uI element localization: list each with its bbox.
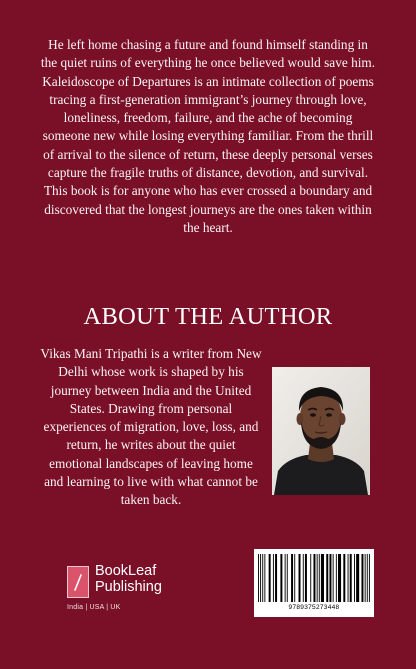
publisher-name: [95, 563, 162, 595]
barcode-bar: [273, 554, 274, 602]
author-bio: Vikas Mani Tripathi is a writer from New Delhi whose work is shaped by his journey between India and the United States. Drawing from personal experiences of migration, love, loss, and return, he writes about the quiet emotional landscapes of leaving home and learning to live with what cannot be taken back.: [40, 346, 262, 508]
publisher-regions: India | USA | UK: [67, 604, 121, 611]
barcode-bar: [348, 554, 349, 602]
barcode-bar: [369, 554, 370, 602]
barcode-bar: [260, 554, 261, 602]
publisher-block: [67, 563, 177, 613]
barcode-bar: [338, 554, 341, 602]
barcode-bar: [336, 554, 337, 602]
barcode-bar: [319, 554, 320, 602]
barcode-bar: [258, 554, 259, 602]
about-author-heading: ABOUT THE AUTHOR: [83, 303, 333, 330]
barcode-bar: [305, 554, 307, 602]
barcode-bar: [365, 554, 366, 602]
barcode-bar: [264, 554, 265, 602]
barcode-bar: [294, 554, 295, 602]
barcode-bar: [285, 554, 286, 602]
author-photo: [272, 367, 370, 495]
barcode-bar: [287, 554, 288, 602]
barcode-bars: [258, 554, 370, 602]
barcode-bar: [275, 554, 277, 602]
barcode-bar: [280, 554, 282, 602]
barcode-bar: [291, 554, 293, 602]
barcode-bar: [367, 554, 368, 602]
barcode-bar: [326, 554, 328, 602]
barcode-bar: [329, 554, 331, 602]
publisher-name-line2: Publishing: [95, 579, 162, 595]
barcode-bar: [269, 554, 271, 602]
barcode-bar: [343, 554, 345, 602]
barcode-bar: [303, 554, 304, 602]
barcode-bar: [354, 554, 355, 602]
barcode-bar: [361, 554, 363, 602]
barcode-bar: [333, 554, 334, 602]
barcode-bar: [356, 554, 359, 602]
isbn-number: 9789375273448: [288, 604, 340, 611]
barcode-bar: [299, 554, 301, 602]
book-blurb: He left home chasing a future and found himself standing in the quiet ruins of everything he once believed would save him. Kaleidoscope of Departures is an intimate collection of poems tracing a first-generation immigrant’s journey through love, loneliness, freedom, failure, and the ache of becoming someone new while losing everything familiar. From the thrill of arrival to the silence of return, these deeply personal verses capture the fragile truths of distance, devotion, and survival. This book is for anyone who has ever crossed a boundary and discovered that the longest journeys are the ones taken within the heart.: [40, 37, 376, 235]
barcode-bar: [317, 554, 318, 602]
barcode-bar: [262, 554, 263, 602]
isbn-barcode: [254, 549, 374, 617]
barcode-bar: [310, 554, 311, 602]
publisher-name-line1: BookLeaf: [95, 563, 157, 579]
bookleaf-slash-logo-icon: [67, 566, 89, 598]
barcode-bar: [350, 554, 352, 602]
barcode-bar: [321, 554, 324, 602]
barcode-bar: [313, 554, 315, 602]
